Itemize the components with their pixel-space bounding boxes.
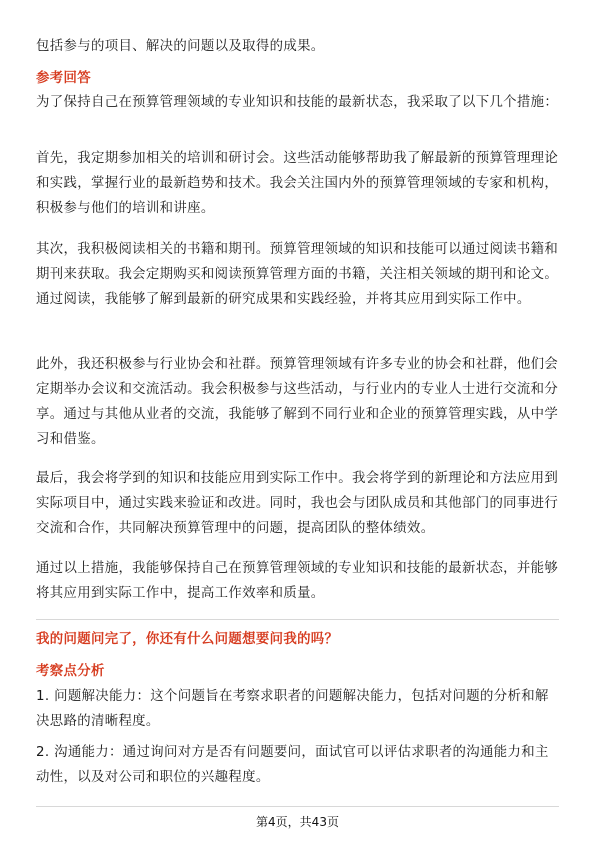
answer-paragraph-2: 首先，我定期参加相关的培训和研讨会。这些活动能够帮助我了解最新的预算管理理论和实践，掌握行业的最新趋势和技术。我会关注国内外的预算管理领域的专家和机构，积极参与他们的培训和讲座。 (36, 151, 559, 216)
page-number: 第4页，共43页 (256, 815, 339, 829)
section-divider (36, 619, 559, 620)
answer-paragraph-5: 最后，我会将学到的知识和技能应用到实际工作中。我会将学到的新理论和方法应用到实际项目中，通过实践来验证和改进。同时，我也会与团队成员和其他部门的同事进行交流和合作，共同解决预算管理中的问题，提高团队的整体绩效。 (36, 471, 559, 536)
question-heading: 我的问题问完了，你还有什么问题想要问我的吗？ (36, 632, 339, 647)
answer-paragraph-4: 此外，我还积极参与行业协会和社群。预算管理领域有许多专业的协会和社群，他们会定期举办会议和交流活动。我会积极参与这些活动，与行业内的专业人士进行交流和分享。通过与其他从业者的交流，我能够了解到不同行业和企业的预算管理实践，从中学习和借鉴。 (36, 357, 559, 447)
intro-tail-text: 包括参与的项目、解决的问题以及取得的成果。 (36, 39, 325, 54)
analysis-item-1: 1. 问题解决能力：这个问题旨在考察求职者的问题解决能力，包括对问题的分析和解决思路的清晰程度。 (36, 689, 549, 729)
footer-divider (36, 806, 559, 807)
analysis-item-2: 2. 沟通能力：通过询问对方是否有问题要问，面试官可以评估求职者的沟通能力和主动性，以及对公司和职位的兴趣程度。 (36, 745, 549, 785)
answer-paragraph-3: 其次，我积极阅读相关的书籍和期刊。预算管理领域的知识和技能可以通过阅读书籍和期刊来获取。我会定期购买和阅读预算管理方面的书籍，关注相关领域的期刊和论文。通过阅读，我能够了解到最新的研究成果和实践经验，并将其应用到实际工作中。 (36, 242, 559, 307)
answer-heading: 参考回答 (36, 71, 91, 86)
answer-paragraph-6: 通过以上措施，我能够保持自己在预算管理领域的专业知识和技能的最新状态，并能够将其应用到实际工作中，提高工作效率和质量。 (36, 561, 559, 601)
analysis-heading: 考察点分析 (36, 664, 105, 679)
answer-paragraph-1: 为了保持自己在预算管理领域的专业知识和技能的最新状态，我采取了以下几个措施： (36, 95, 559, 110)
